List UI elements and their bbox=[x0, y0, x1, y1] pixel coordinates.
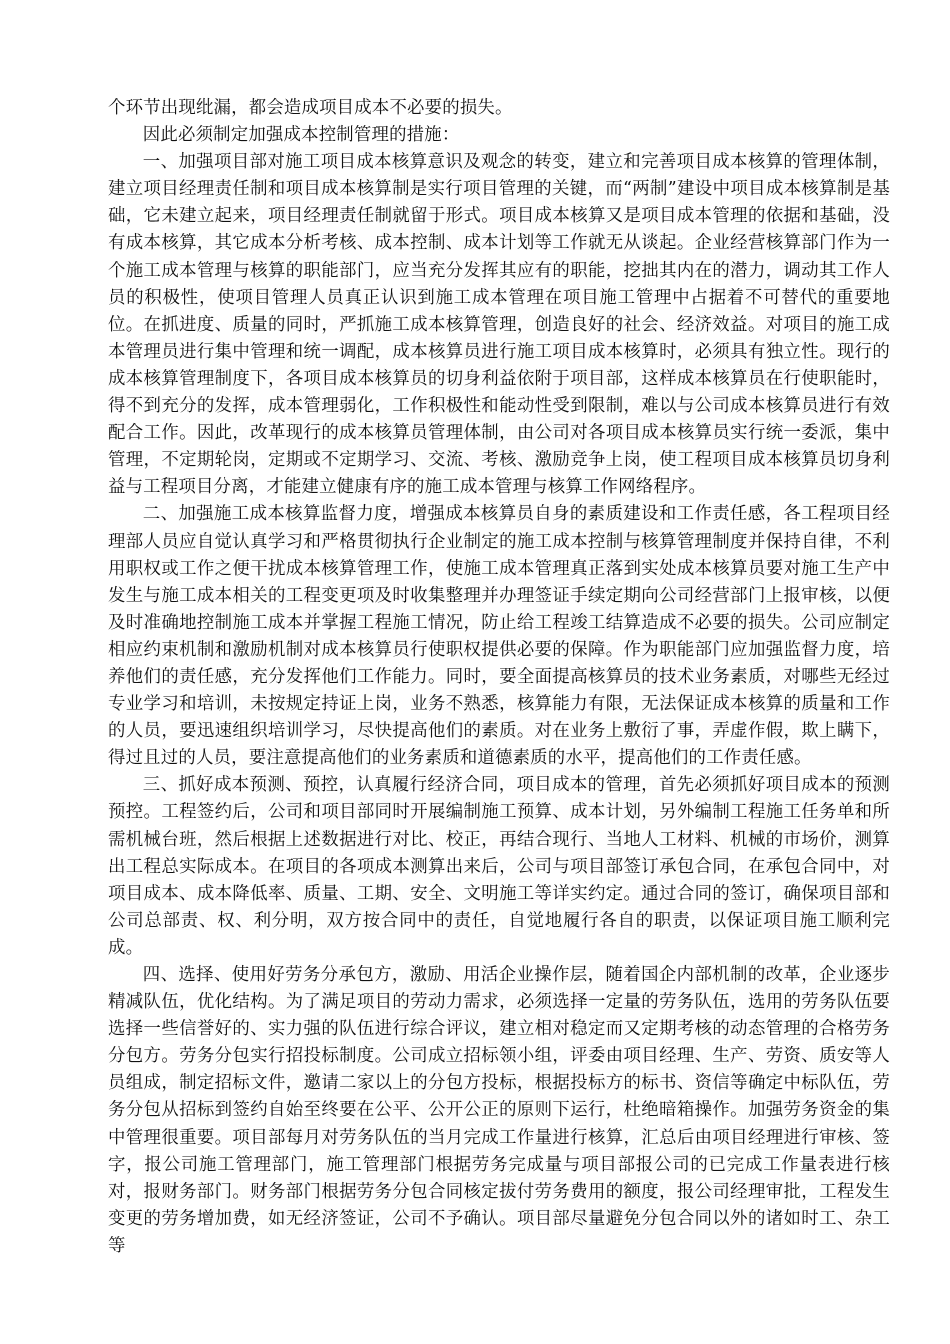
document-page bbox=[108, 95, 890, 1260]
paragraph-intro: 因此必须制定加强成本控制管理的措施： bbox=[142, 125, 460, 146]
paragraph-continuation: 个环节出现纰漏，都会造成项目成本不必要的损失。 bbox=[108, 98, 513, 118]
paragraph-measure-4: 四、选择、使用好劳务分承包方，激励、用活企业操作层，随着国企内部机制的改革，企业逐步精减队伍，优化结构。为了满足项目的劳动力需求，必须选择一定量的劳务队伍，选用的劳务队伍要选择一些信誉好的、实力强的队伍进行综合评议，建立相对稳定而又定期考核的动态管理的合格劳务分包方。劳务分包实行招投标制度。公司成立招标领小组，评委由项目经理、生产、劳资、质安等人员组成，制定招标文件，邀请二家以上的分包方投标，根据投标方的标书、资信等确定中标队伍，劳务分包从招标到签约自始至终要在公平、公开公正的原则下运行，杜绝暗箱操作。加强劳务资金的集中管理很重要。项目部每月对劳务队伍的当月完成工作量进行核算，汇总后由项目经理进行审核、签字，报公司施工管理部门，施工管理部门根据劳务完成量与项目部报公司的已完成工作量表进行核对，报财务部门。财务部门根据劳务分包合同核定拔付劳务费用的额度，报公司经理审批，工程发生变更的劳务增加费，如无经济签证，公司不予确认。项目部尽量避免分包合同以外的诸如时工、杂工等 bbox=[108, 965, 890, 1256]
paragraph-measure-2: 二、加强施工成本核算监督力度，增强成本核算员自身的素质建设和工作责任感，各工程项目经理部人员应自觉认真学习和严格贯彻执行企业制定的施工成本控制与核算管理制度并保持自律，不利用职权或工作之便干扰成本核算管理工作，使施工成本管理真正落到实处成本核算员要对施工生产中发生与施工成本相关的工程变更项及时收集整理并办理签证手续定期向公司经营部门上报审核，以便及时准确地控制施工成本并掌握工程施工情况，防止给工程竣工结算造成不必要的损失。公司应制定相应约束机制和激励机制对成本核算员行使职权提供必要的保障。作为职能部门应加强监督力度，培养他们的责任感，充分发挥他们工作能力。同时，要全面提高核算员的技术业务素质，对哪些无经过专业学习和培训，未按规定持证上岗，业务不熟悉，核算能力有限，无法保证成本核算的质量和工作的人员，要迅速组织培训学习，尽快提高他们的素质。对在业务上敷衍了事，弄虚作假，欺上瞒下，得过且过的人员，要注意提高他们的业务素质和道德素质的水平，提高他们的工作责任感。 bbox=[108, 504, 890, 769]
paragraph-measure-1: 一、加强项目部对施工项目成本核算意识及观念的转变，建立和完善项目成本核算的管理体制，建立项目经理责任制和项目成本核算制是实行项目管理的关键，而“两制”建设中项目成本核算制是基础，它未建立起来，项目经理责任制就留于形式。项目成本核算又是项目成本管理的依据和基础，没有成本核算，其它成本分析考核、成本控制、成本计划等工作就无从谈起。企业经营核算部门作为一个施工成本管理与核算的职能部门，应当充分发挥其应有的职能，挖拙其内在的潜力，调动其工作人员的积极性，使项目管理人员真正认识到施工成本管理在项目施工管理中占据着不可替代的重要地位。在抓进度、质量的同时，严抓施工成本核算管理，创造良好的社会、经济效益。对项目的施工成本管理员进行集中管理和统一调配，成本核算员进行施工项目成本核算时，必须具有独立性。现行的成本核算管理制度下，各项目成本核算员的切身利益依附于项目部，这样成本核算员在行使职能时，得不到充分的发挥，成本管理弱化，工作积极性和能动性受到限制，难以与公司成本核算员进行有效配合工作。因此，改革现行的成本核算员管理体制，由公司对各项目成本核算员实行统一委派，集中管理，不定期轮岗，定期或不定期学习、交流、考核、激励竞争上岗，使工程项目成本核算员切身利益与工程项目分离，才能建立健康有序的施工成本管理与核算工作网络程序。 bbox=[108, 152, 890, 498]
paragraph-measure-3: 三、抓好成本预测、预控，认真履行经济合同，项目成本的管理，首先必须抓好项目成本的预测预控。工程签约后，公司和项目部同时开展编制施工预算、成本计划，另外编制工程施工任务单和所需机械台班，然后根据上述数据进行对比、校正，再结合现行、当地人工材料、机械的市场价，测算出工程总实际成本。在项目的各项成本测算出来后，公司与项目部签订承包合同，在承包合同中，对项目成本、成本降低率、质量、工期、安全、文明施工等详实约定。通过合同的签订，确保项目部和公司总部责、权、利分明，双方按合同中的责任，自觉地履行各自的职责，以保证项目施工顺利完成。 bbox=[108, 775, 890, 958]
